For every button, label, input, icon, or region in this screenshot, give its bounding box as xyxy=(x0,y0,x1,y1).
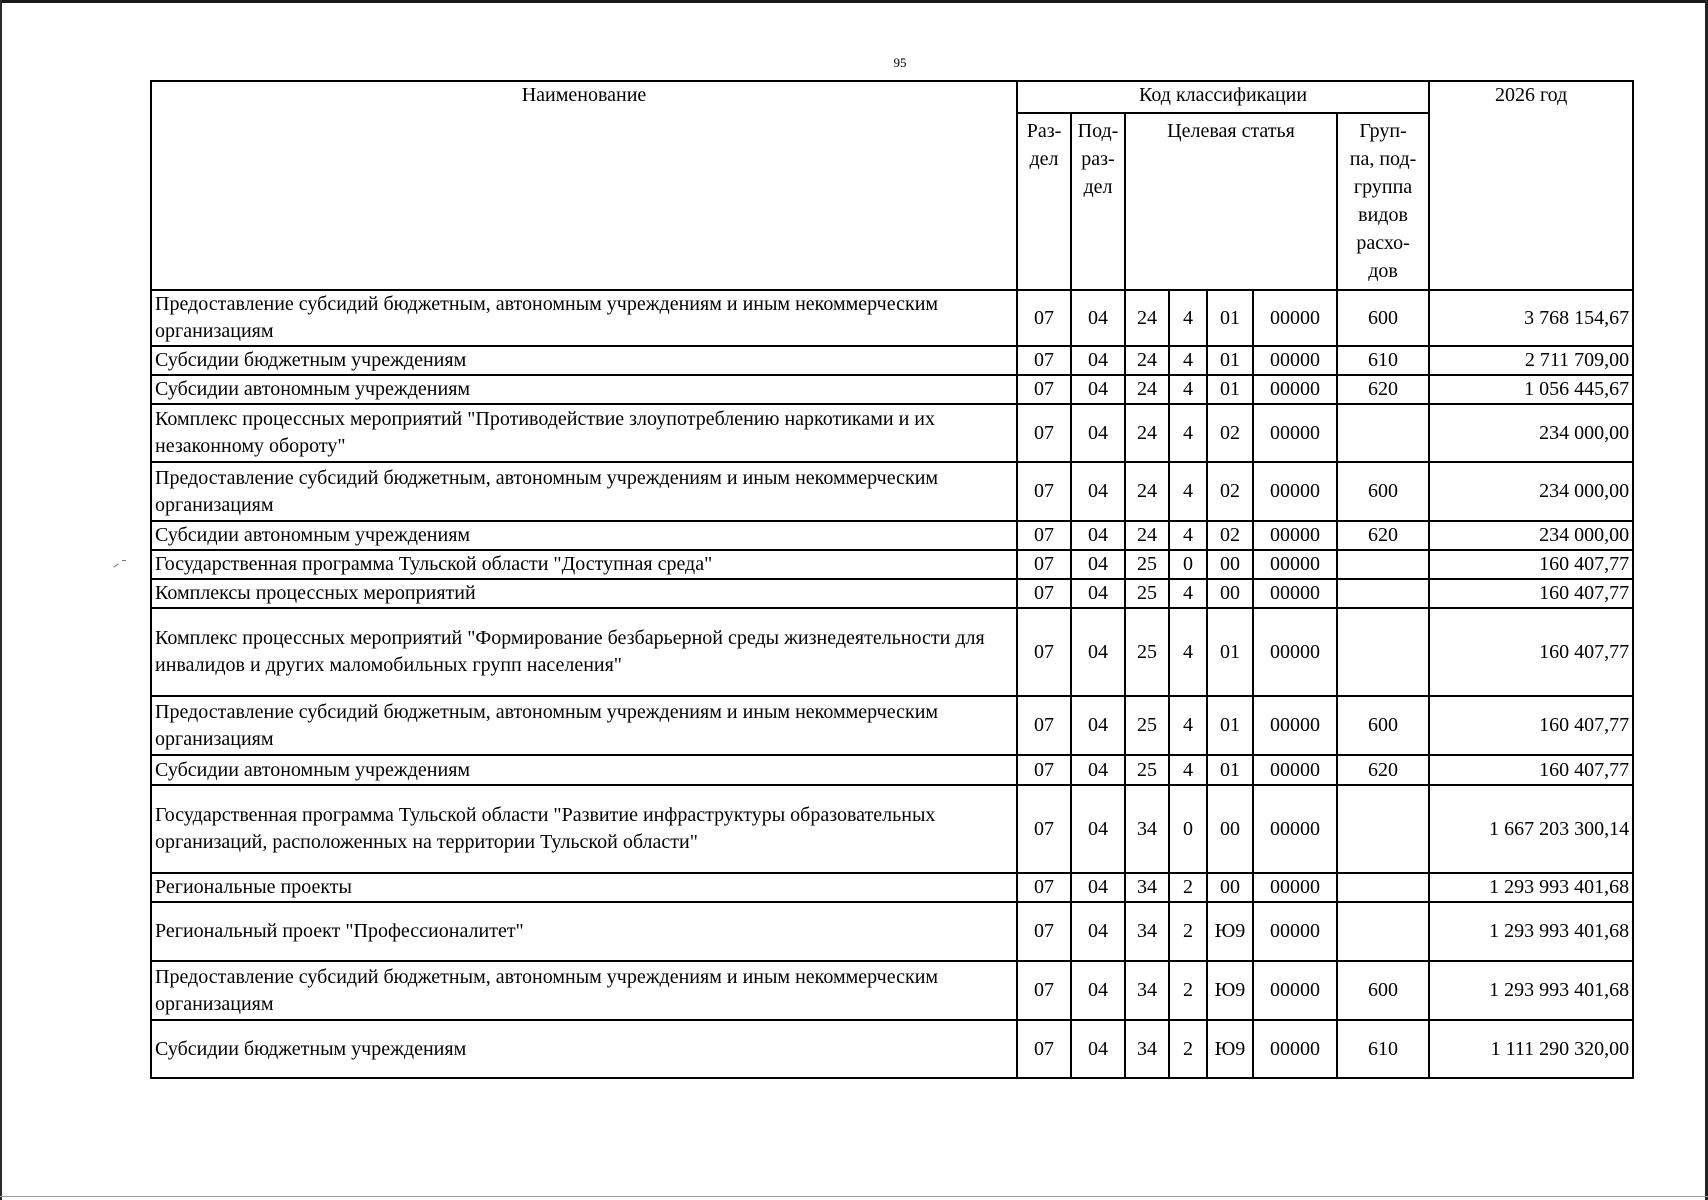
row-podrazdel: 04 xyxy=(1071,290,1125,346)
row-target-subprogram: 0 xyxy=(1169,785,1207,873)
row-amount: 1 293 993 401,68 xyxy=(1429,873,1633,902)
row-expense-group: 620 xyxy=(1337,375,1429,404)
row-target-direction: 00000 xyxy=(1253,375,1337,404)
row-razdel: 07 xyxy=(1017,550,1071,579)
row-target-direction: 00000 xyxy=(1253,902,1337,961)
row-razdel: 07 xyxy=(1017,696,1071,755)
table-row xyxy=(151,290,1633,346)
row-target-subprogram: 4 xyxy=(1169,521,1207,550)
row-target-subprogram: 4 xyxy=(1169,755,1207,785)
row-target-direction: 00000 xyxy=(1253,346,1337,375)
row-podrazdel: 04 xyxy=(1071,755,1125,785)
row-target-program: 25 xyxy=(1125,608,1169,696)
table-row xyxy=(151,1020,1633,1078)
row-target-direction: 00000 xyxy=(1253,608,1337,696)
row-razdel: 07 xyxy=(1017,290,1071,346)
row-target-program: 34 xyxy=(1125,873,1169,902)
scan-edge-top xyxy=(0,0,1708,3)
row-target-program: 24 xyxy=(1125,290,1169,346)
row-amount: 1 056 445,67 xyxy=(1429,375,1633,404)
table-row xyxy=(151,404,1633,462)
row-amount: 160 407,77 xyxy=(1429,696,1633,755)
row-razdel: 07 xyxy=(1017,521,1071,550)
row-target-event: 00 xyxy=(1207,550,1253,579)
row-target-event: 01 xyxy=(1207,375,1253,404)
row-target-event: 01 xyxy=(1207,608,1253,696)
header-group-line: группа xyxy=(1353,176,1413,198)
row-target-event: 01 xyxy=(1207,755,1253,785)
row-podrazdel: 04 xyxy=(1071,462,1125,521)
row-target-direction: 00000 xyxy=(1253,579,1337,608)
row-target-subprogram: 4 xyxy=(1169,462,1207,521)
header-podrazdel-line: раз- xyxy=(1081,148,1115,170)
row-expense-group: 610 xyxy=(1337,346,1429,375)
row-expense-group xyxy=(1337,785,1429,873)
header-razdel-line: Раз- xyxy=(1026,120,1062,142)
row-target-direction: 00000 xyxy=(1253,696,1337,755)
row-target-subprogram: 4 xyxy=(1169,579,1207,608)
row-target-program: 34 xyxy=(1125,961,1169,1020)
row-name: Комплексы процессных мероприятий xyxy=(151,579,1017,608)
header-group-line: Груп- xyxy=(1359,120,1407,142)
row-podrazdel: 04 xyxy=(1071,579,1125,608)
table-row xyxy=(151,785,1633,873)
row-name: Субсидии автономным учреждениям xyxy=(151,375,1017,404)
row-podrazdel: 04 xyxy=(1071,1020,1125,1078)
row-expense-group: 600 xyxy=(1337,290,1429,346)
row-target-direction: 00000 xyxy=(1253,550,1337,579)
row-expense-group xyxy=(1337,873,1429,902)
row-podrazdel: 04 xyxy=(1071,873,1125,902)
row-name: Региональный проект "Профессионалитет" xyxy=(151,902,1017,961)
row-target-event: 00 xyxy=(1207,785,1253,873)
table-row xyxy=(151,550,1633,579)
row-target-subprogram: 4 xyxy=(1169,290,1207,346)
row-target-program: 34 xyxy=(1125,785,1169,873)
header-group xyxy=(1337,113,1429,290)
table-row xyxy=(151,902,1633,961)
row-target-event: Ю9 xyxy=(1207,902,1253,961)
table-row xyxy=(151,696,1633,755)
row-target-program: 25 xyxy=(1125,550,1169,579)
row-expense-group: 610 xyxy=(1337,1020,1429,1078)
row-name: Субсидии автономным учреждениям xyxy=(151,755,1017,785)
row-name: Субсидии бюджетным учреждениям xyxy=(151,346,1017,375)
row-name: Предоставление субсидий бюджетным, автономным учреждениям и иным некоммерческим организациям xyxy=(151,290,1017,346)
table-row xyxy=(151,462,1633,521)
row-name: Предоставление субсидий бюджетным, автономным учреждениям и иным некоммерческим организациям xyxy=(151,961,1017,1020)
row-target-event: 00 xyxy=(1207,873,1253,902)
row-amount: 3 768 154,67 xyxy=(1429,290,1633,346)
row-target-subprogram: 4 xyxy=(1169,404,1207,462)
row-target-program: 24 xyxy=(1125,521,1169,550)
scan-edge-left xyxy=(0,0,2,1200)
row-target-subprogram: 2 xyxy=(1169,902,1207,961)
row-target-program: 24 xyxy=(1125,375,1169,404)
row-name: Предоставление субсидий бюджетным, автономным учреждениям и иным некоммерческим организациям xyxy=(151,696,1017,755)
row-target-subprogram: 4 xyxy=(1169,608,1207,696)
row-target-event: 00 xyxy=(1207,579,1253,608)
row-expense-group xyxy=(1337,404,1429,462)
row-razdel: 07 xyxy=(1017,579,1071,608)
row-podrazdel: 04 xyxy=(1071,696,1125,755)
row-target-program: 25 xyxy=(1125,579,1169,608)
row-expense-group: 620 xyxy=(1337,755,1429,785)
row-podrazdel: 04 xyxy=(1071,608,1125,696)
table-row xyxy=(151,346,1633,375)
header-razdel xyxy=(1017,113,1071,290)
row-target-subprogram: 4 xyxy=(1169,696,1207,755)
row-amount: 2 711 709,00 xyxy=(1429,346,1633,375)
row-target-program: 24 xyxy=(1125,346,1169,375)
row-target-direction: 00000 xyxy=(1253,521,1337,550)
row-amount: 234 000,00 xyxy=(1429,404,1633,462)
row-amount: 234 000,00 xyxy=(1429,521,1633,550)
row-amount: 160 407,77 xyxy=(1429,608,1633,696)
row-podrazdel: 04 xyxy=(1071,521,1125,550)
row-razdel: 07 xyxy=(1017,346,1071,375)
row-target-program: 25 xyxy=(1125,755,1169,785)
table-row xyxy=(151,755,1633,785)
row-target-direction: 00000 xyxy=(1253,404,1337,462)
row-podrazdel: 04 xyxy=(1071,902,1125,961)
row-amount: 1 111 290 320,00 xyxy=(1429,1020,1633,1078)
scan-speck xyxy=(122,560,126,561)
header-podrazdel-line: дел xyxy=(1083,176,1113,198)
row-target-subprogram: 4 xyxy=(1169,346,1207,375)
row-target-direction: 00000 xyxy=(1253,873,1337,902)
row-target-subprogram: 4 xyxy=(1169,375,1207,404)
row-name: Субсидии бюджетным учреждениям xyxy=(151,1020,1017,1078)
row-target-direction: 00000 xyxy=(1253,961,1337,1020)
row-expense-group: 600 xyxy=(1337,961,1429,1020)
row-name: Государственная программа Тульской области "Развитие инфраструктуры образовательных организаций, расположенных на территории Тульской области" xyxy=(151,785,1017,873)
header-razdel-line: дел xyxy=(1029,148,1059,170)
page-number: 95 xyxy=(893,55,907,70)
row-target-program: 34 xyxy=(1125,902,1169,961)
row-target-event: 01 xyxy=(1207,346,1253,375)
row-expense-group xyxy=(1337,608,1429,696)
row-target-direction: 00000 xyxy=(1253,290,1337,346)
row-expense-group: 620 xyxy=(1337,521,1429,550)
row-target-program: 24 xyxy=(1125,462,1169,521)
row-target-subprogram: 2 xyxy=(1169,961,1207,1020)
row-podrazdel: 04 xyxy=(1071,375,1125,404)
header-group-line: расхо- xyxy=(1356,232,1410,254)
row-name: Предоставление субсидий бюджетным, автономным учреждениям и иным некоммерческим организациям xyxy=(151,462,1017,521)
row-expense-group xyxy=(1337,550,1429,579)
row-target-event: Ю9 xyxy=(1207,961,1253,1020)
row-podrazdel: 04 xyxy=(1071,404,1125,462)
row-podrazdel: 04 xyxy=(1071,550,1125,579)
row-razdel: 07 xyxy=(1017,873,1071,902)
budget-table xyxy=(150,80,1634,1079)
row-target-program: 25 xyxy=(1125,696,1169,755)
row-razdel: 07 xyxy=(1017,462,1071,521)
row-target-subprogram: 2 xyxy=(1169,1020,1207,1078)
row-razdel: 07 xyxy=(1017,404,1071,462)
row-podrazdel: 04 xyxy=(1071,785,1125,873)
row-name: Комплекс процессных мероприятий "Противодействие злоупотреблению наркотиками и их незаконному обороту" xyxy=(151,404,1017,462)
header-podrazdel xyxy=(1071,113,1125,290)
row-name: Государственная программа Тульской области "Доступная среда" xyxy=(151,550,1017,579)
row-target-event: 02 xyxy=(1207,521,1253,550)
row-target-direction: 00000 xyxy=(1253,1020,1337,1078)
row-amount: 160 407,77 xyxy=(1429,579,1633,608)
header-podrazdel-line: Под- xyxy=(1077,120,1119,142)
row-razdel: 07 xyxy=(1017,608,1071,696)
header-name: Наименование xyxy=(151,81,1017,290)
row-expense-group: 600 xyxy=(1337,696,1429,755)
row-razdel: 07 xyxy=(1017,375,1071,404)
scan-speck xyxy=(113,563,118,567)
row-target-subprogram: 2 xyxy=(1169,873,1207,902)
row-amount: 160 407,77 xyxy=(1429,550,1633,579)
row-name: Региональные проекты xyxy=(151,873,1017,902)
header-group-line: па, под- xyxy=(1349,148,1417,170)
header-year: 2026 год xyxy=(1429,81,1633,290)
row-target-direction: 00000 xyxy=(1253,785,1337,873)
row-amount: 1 293 993 401,68 xyxy=(1429,902,1633,961)
row-target-direction: 00000 xyxy=(1253,755,1337,785)
row-podrazdel: 04 xyxy=(1071,961,1125,1020)
row-razdel: 07 xyxy=(1017,902,1071,961)
row-target-event: Ю9 xyxy=(1207,1020,1253,1078)
table-row xyxy=(151,873,1633,902)
row-name: Комплекс процессных мероприятий "Формирование безбарьерной среды жизнедеятельности для инвалидов и других маломобильных групп населения" xyxy=(151,608,1017,696)
header-group-line: дов xyxy=(1368,260,1398,282)
header-code-group: Код классификации xyxy=(1017,81,1429,113)
scan-bottom-line xyxy=(0,1196,1708,1197)
row-podrazdel: 04 xyxy=(1071,346,1125,375)
row-target-program: 34 xyxy=(1125,1020,1169,1078)
row-target-event: 02 xyxy=(1207,404,1253,462)
row-expense-group: 600 xyxy=(1337,462,1429,521)
row-target-event: 02 xyxy=(1207,462,1253,521)
row-razdel: 07 xyxy=(1017,1020,1071,1078)
header-group-line: видов xyxy=(1358,204,1408,226)
row-amount: 234 000,00 xyxy=(1429,462,1633,521)
table-row xyxy=(151,579,1633,608)
row-expense-group xyxy=(1337,579,1429,608)
row-name: Субсидии автономным учреждениям xyxy=(151,521,1017,550)
row-expense-group xyxy=(1337,902,1429,961)
row-target-program: 24 xyxy=(1125,404,1169,462)
row-target-event: 01 xyxy=(1207,696,1253,755)
table-row xyxy=(151,961,1633,1020)
row-target-subprogram: 0 xyxy=(1169,550,1207,579)
table-row xyxy=(151,521,1633,550)
row-amount: 1 293 993 401,68 xyxy=(1429,961,1633,1020)
row-razdel: 07 xyxy=(1017,785,1071,873)
row-target-direction: 00000 xyxy=(1253,462,1337,521)
table-row xyxy=(151,375,1633,404)
row-razdel: 07 xyxy=(1017,961,1071,1020)
row-razdel: 07 xyxy=(1017,755,1071,785)
row-amount: 160 407,77 xyxy=(1429,755,1633,785)
row-amount: 1 667 203 300,14 xyxy=(1429,785,1633,873)
table-row xyxy=(151,608,1633,696)
row-target-event: 01 xyxy=(1207,290,1253,346)
header-target-article: Целевая статья xyxy=(1125,113,1337,290)
header-row-1 xyxy=(151,81,1633,113)
